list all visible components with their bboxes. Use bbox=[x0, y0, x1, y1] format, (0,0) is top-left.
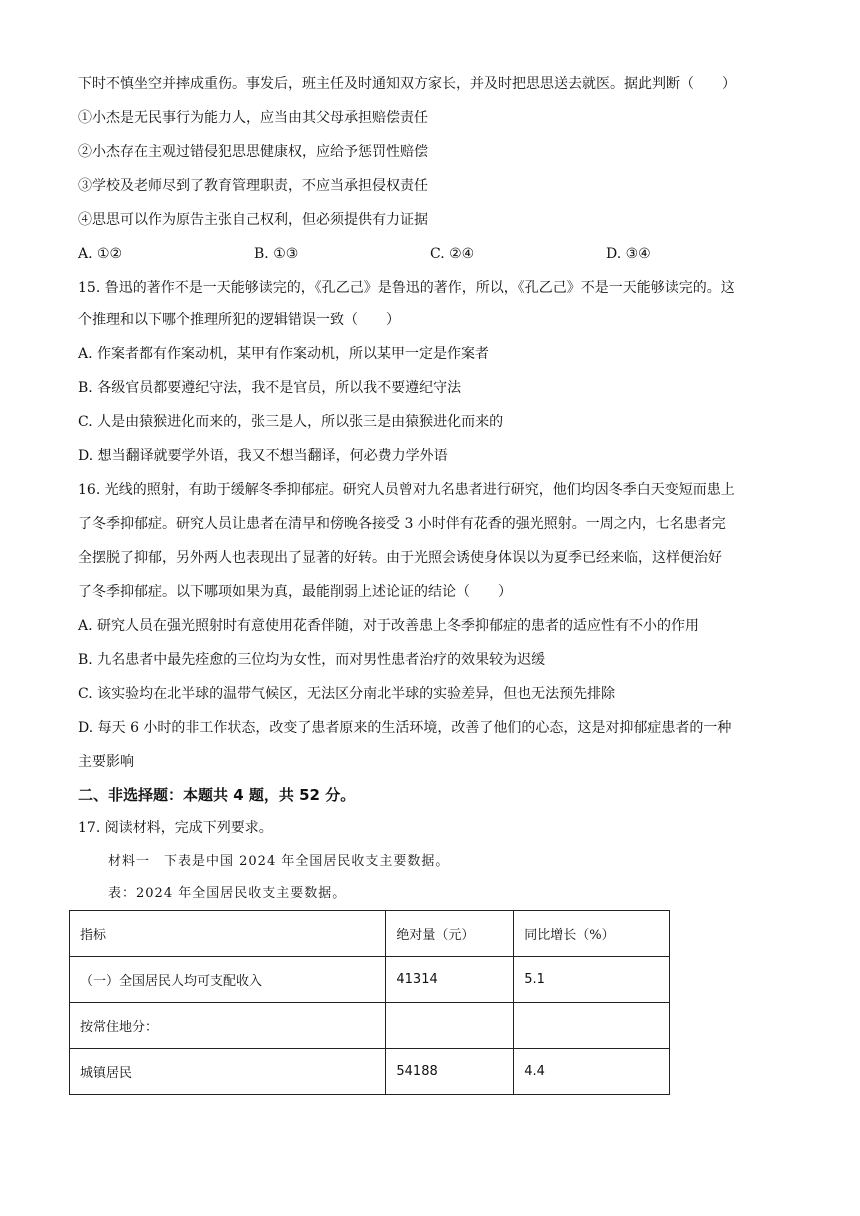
table-row bbox=[70, 1049, 670, 1095]
table-header-cell: 绝对量（元） bbox=[386, 911, 514, 957]
table-header-cell: 同比增长（%） bbox=[514, 911, 670, 957]
table-caption: 表：2024 年全国居民收支主要数据。 bbox=[108, 886, 347, 901]
income-data-table bbox=[69, 910, 670, 1095]
q15-option-d[interactable]: D. 想当翻译就要学外语，我又不想当翻译，何必费力学外语 bbox=[78, 448, 448, 464]
table-cell: 4.4 bbox=[514, 1049, 670, 1095]
q15-stem-line-2: 个推理和以下哪个推理所犯的逻辑错误一致（ ） bbox=[78, 312, 400, 328]
q14-stem-tail: 下时不慎坐空并摔成重伤。事发后，班主任及时通知双方家长，并及时把思思送去就医。据此判断（ ） bbox=[78, 76, 736, 92]
q15-option-c[interactable]: C. 人是由猿猴进化而来的，张三是人，所以张三是由猿猴进化而来的 bbox=[78, 414, 504, 430]
q16-option-d-continued: 主要影响 bbox=[78, 754, 134, 770]
q15-option-b[interactable]: B. 各级官员都要遵纪守法，我不是官员，所以我不要遵纪守法 bbox=[78, 380, 462, 396]
table-cell: 54188 bbox=[386, 1049, 514, 1095]
q16-stem-line-2: 了冬季抑郁症。研究人员让患者在清早和傍晚各接受 3 小时伴有花香的强光照射。一周之内，七名患者完 bbox=[78, 516, 726, 532]
table-cell bbox=[514, 1003, 670, 1049]
table-cell: 5.1 bbox=[514, 957, 670, 1003]
table-cell bbox=[386, 1003, 514, 1049]
material-one: 材料一 下表是中国 2024 年全国居民收支主要数据。 bbox=[108, 854, 450, 869]
q16-option-c[interactable]: C. 该实验均在北半球的温带气候区，无法区分南北半球的实验差异，但也无法预先排除 bbox=[78, 686, 616, 702]
q14-option-a[interactable]: A. ①② bbox=[78, 246, 123, 262]
table-row bbox=[70, 1003, 670, 1049]
q15-option-a[interactable]: A. 作案者都有作案动机，某甲有作案动机，所以某甲一定是作案者 bbox=[78, 346, 490, 362]
q14-item-3: ③学校及老师尽到了教育管理职责，不应当承担侵权责任 bbox=[78, 178, 428, 194]
q16-option-b[interactable]: B. 九名患者中最先痊愈的三位均为女性，而对男性患者治疗的效果较为迟缓 bbox=[78, 652, 546, 668]
table-cell: 41314 bbox=[386, 957, 514, 1003]
section-heading: 二、非选择题：本题共 4 题，共 52 分。 bbox=[78, 786, 356, 804]
q17-stem: 17. 阅读材料，完成下列要求。 bbox=[78, 820, 273, 836]
q14-option-c[interactable]: C. ②④ bbox=[430, 246, 475, 262]
table-cell: 按常住地分： bbox=[70, 1003, 386, 1049]
table-header-cell: 指标 bbox=[70, 911, 386, 957]
q15-stem-line-1: 15. 鲁迅的著作不是一天能够读完的，《孔乙己》是鲁迅的著作，所以，《孔乙己》不是一天能够读完的。这 bbox=[78, 280, 735, 296]
q16-stem-line-3: 全摆脱了抑郁，另外两人也表现出了显著的好转。由于光照会诱使身体误以为夏季已经来临，这样便治好 bbox=[78, 550, 722, 566]
table-cell: 城镇居民 bbox=[70, 1049, 386, 1095]
q16-stem-line-1: 16. 光线的照射，有助于缓解冬季抑郁症。研究人员曾对九名患者进行研究，他们均因冬季白天变短而患上 bbox=[78, 482, 735, 498]
q14-option-d[interactable]: D. ③④ bbox=[606, 246, 651, 262]
q14-item-4: ④思思可以作为原告主张自己权利，但必须提供有力证据 bbox=[78, 212, 428, 228]
q16-option-d[interactable]: D. 每天 6 小时的非工作状态，改变了患者原来的生活环境，改善了他们的心态，这是对抑郁症患者的一种 bbox=[78, 720, 732, 736]
q14-item-1: ①小杰是无民事行为能力人，应当由其父母承担赔偿责任 bbox=[78, 110, 428, 126]
q16-option-a[interactable]: A. 研究人员在强光照射时有意使用花香伴随，对于改善患上冬季抑郁症的患者的适应性有不小的作用 bbox=[78, 618, 700, 634]
q14-option-b[interactable]: B. ①③ bbox=[254, 246, 299, 262]
table-header-row bbox=[70, 911, 670, 957]
table-cell: （一）全国居民人均可支配收入 bbox=[70, 957, 386, 1003]
q16-stem-line-4: 了冬季抑郁症。以下哪项如果为真，最能削弱上述论证的结论（ ） bbox=[78, 584, 512, 600]
table-row bbox=[70, 957, 670, 1003]
q14-item-2: ②小杰存在主观过错侵犯思思健康权，应给予惩罚性赔偿 bbox=[78, 144, 428, 160]
